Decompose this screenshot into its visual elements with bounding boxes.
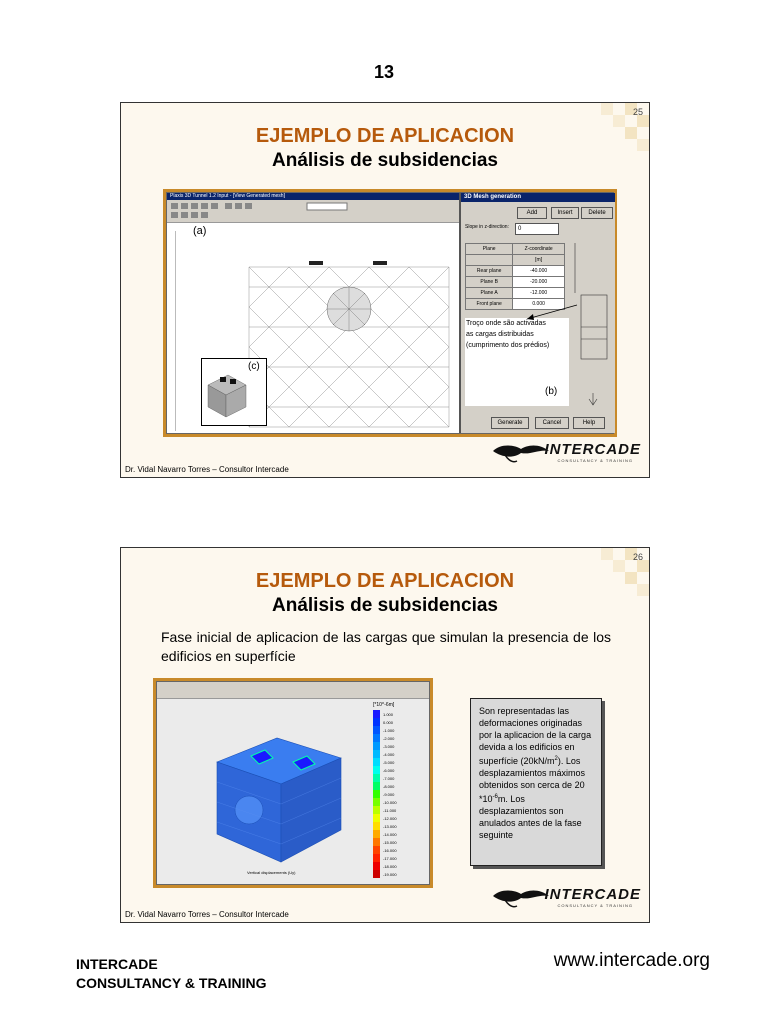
legend-row [373,742,423,750]
plaxis-screenshot [163,189,617,437]
table-row[interactable]: Plane A -12.000 [466,288,565,299]
legend-swatch [373,710,380,718]
legend-swatch [373,750,380,758]
legend-value: -7.000 [383,775,395,781]
legend-value: -13.000 [383,823,397,829]
slide-25 [120,102,650,478]
legend-swatch [373,766,380,774]
legend-row [373,814,423,822]
legend-row [373,782,423,790]
mesh-generation-dialog [459,193,615,433]
legend-value: -5.000 [383,759,395,765]
legend-swatch [373,734,380,742]
plane-diagram [571,243,613,413]
page-number: 13 [373,62,395,82]
slide-footer: Dr. Vidal Navarro Torres – Consultor Intercade [125,910,289,919]
legend-value: -11.000 [383,807,397,813]
legend-swatch [373,758,380,766]
slide-26 [120,547,650,923]
legend-row [373,766,423,774]
arrow-icon [521,301,581,325]
legend-row [373,758,423,766]
legend-row [373,734,423,742]
slope-input[interactable]: 0 [515,223,559,235]
legend-row [373,870,423,878]
legend-value: -17.000 [383,855,397,861]
legend-row [373,790,423,798]
planes-table [465,243,565,310]
slide-number: 25 [632,107,643,117]
legend-swatch [373,846,380,854]
legend-value: -12.000 [383,815,397,821]
legend-value: -3.000 [383,743,395,749]
slide-subtitle: Análisis de subsidencias [272,595,498,616]
help-button[interactable]: Help [573,417,605,429]
legend-value: -14.000 [383,831,397,837]
legend-swatch [373,782,380,790]
legend-row [373,806,423,814]
legend-row [373,854,423,862]
slide-title: EJEMPLO DE APLICACION [255,125,515,147]
legend-row [373,830,423,838]
legend-swatch [373,718,380,726]
globe-logo-icon [491,886,551,910]
legend-row [373,718,423,726]
legend-value: -6.000 [383,767,395,773]
toolbar-icons [167,200,457,222]
slope-label: Slope in z-direction: [465,224,509,230]
3d-displacement-plot [207,722,357,872]
legend-swatch [373,790,380,798]
insert-button[interactable]: Insert [551,207,579,219]
legend-swatch [373,726,380,734]
table-row[interactable]: Plane B -20.000 [466,277,565,288]
3d-inset [201,358,267,426]
dialog-title: 3D Mesh generation [461,193,615,202]
slide-number: 26 [632,552,643,562]
legend-swatch [373,798,380,806]
label-c: (c) [248,361,260,372]
legend-value: -15.000 [383,839,397,845]
legend-swatch [373,830,380,838]
intercade-logo: INTERCADE CONSULTANCY & TRAINING [491,441,641,469]
legend-swatch [373,814,380,822]
cancel-button[interactable]: Cancel [535,417,569,429]
company-name: INTERCADE CONSULTANCY & TRAINING [76,956,267,991]
legend-row [373,822,423,830]
col-unit: [m] [513,255,565,266]
slide-subtitle: Análisis de subsidencias [272,150,498,171]
legend-swatch [373,774,380,782]
table-row[interactable]: Rear plane -40.000 [466,266,565,277]
legend-swatch [373,806,380,814]
delete-button[interactable]: Delete [581,207,613,219]
legend-value: -4.000 [383,751,395,757]
generate-button[interactable]: Generate [491,417,529,429]
annotation-note: Troço onde são activadas as cargas distribuidas (cumprimento dos prédios) (b) [465,318,569,406]
legend-swatch [373,822,380,830]
slide-title: EJEMPLO DE APLICACION [255,570,515,592]
legend-row [373,846,423,854]
add-button[interactable]: Add [517,207,547,219]
legend-swatch [373,862,380,870]
legend-row [373,798,423,806]
label-a: (a) [193,225,207,237]
col-z: Z-coordinate [513,244,565,255]
legend-value: -9.000 [383,791,395,797]
legend-value: -16.000 [383,847,397,853]
intercade-logo: INTERCADE CONSULTANCY & TRAINING [491,886,641,914]
legend-row [373,774,423,782]
legend-value: -19.000 [383,871,397,877]
output-toolbar [157,682,429,699]
plaxis-output-screenshot [153,678,433,888]
legend-row [373,750,423,758]
legend-swatch [373,742,380,750]
legend-row [373,726,423,734]
legend-swatch [373,870,380,878]
legend-row [373,862,423,870]
legend-swatch [373,854,380,862]
legend-value: -18.000 [383,863,397,869]
slide-footer: Dr. Vidal Navarro Torres – Consultor Intercade [125,465,289,474]
website-link[interactable]: www.intercade.org [553,950,710,971]
explanation-note: Son representadas las deformaciones originadas por la aplicacion de la carga devida a los edificios en superfície $(20kN/m^2)$. Los desplazamientos máximos obtenidos son cerca de 20 $*10^{-6}m$. Los desplazamientos son anulados antes de la fase seguinte [470,698,602,866]
label-b: (b) [545,386,558,397]
legend-value: 1.000 [383,711,394,717]
legend-value: -10.000 [383,799,397,805]
legend-unit: [*10^-6m] [373,702,395,708]
legend-value: -2.000 [383,735,395,741]
legend-value: 0.000 [383,719,394,725]
legend-value: -8.000 [383,783,395,789]
plot-caption: Vertical displacements (Uy) [247,870,296,875]
color-legend [373,702,423,878]
slide-body-text: Fase inicial de aplicacion de las cargas que simulan la presencia de los edificios en superfície [161,629,611,664]
globe-logo-icon [491,441,551,465]
legend-row [373,710,423,718]
legend-row [373,838,423,846]
table-row[interactable]: Front plane 0.000 [466,299,565,310]
legend-swatch [373,838,380,846]
window-title: Plaxis 3D Tunnel 1.2 Input - [View Generated mesh] [167,193,613,200]
legend-value: -1.000 [383,727,395,733]
col-plane: Plane [466,244,513,255]
